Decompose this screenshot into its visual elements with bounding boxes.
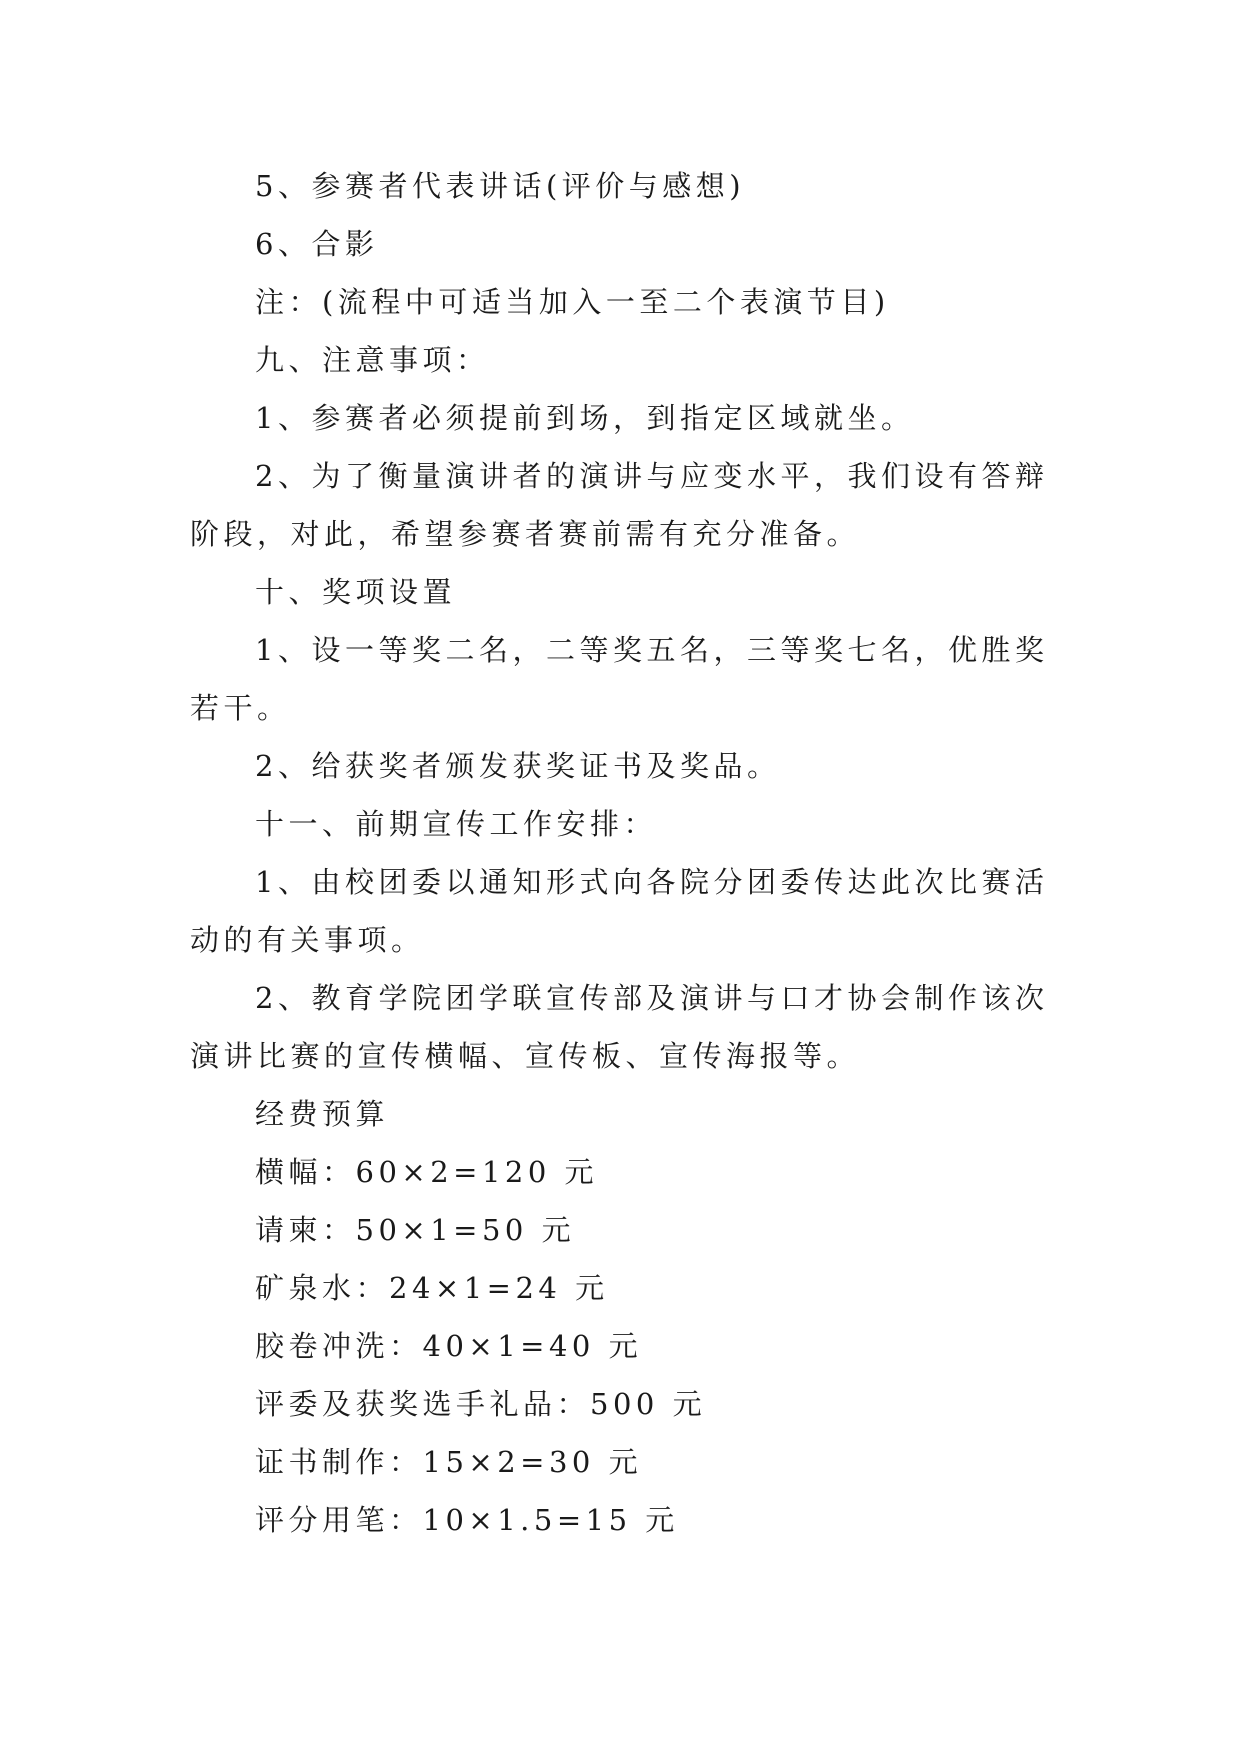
document-body (190, 157, 1056, 1549)
paragraph-qa-stage: 2、为了衡量演讲者的演讲与应变水平，我们设有答辩阶段，对此，希望参赛者赛前需有充分准备。 (190, 459, 1049, 551)
budget-item-pens: 评分用笔：10×1.5=15 元 (255, 1503, 679, 1537)
paragraph-note-performances: 注：(流程中可适当加入一至二个表演节目) (255, 285, 890, 319)
heading-precautions: 九、注意事项： (255, 343, 490, 377)
heading-awards: 十、奖项设置 (255, 575, 457, 609)
budget-item-invitation: 请柬：50×1=50 元 (255, 1213, 576, 1247)
budget-item-gifts: 评委及获奖选手礼品：500 元 (255, 1387, 707, 1421)
budget-item-water: 矿泉水：24×1=24 元 (255, 1271, 609, 1305)
budget-item-banner: 横幅：60×2=120 元 (255, 1155, 599, 1189)
paragraph-award-counts: 1、设一等奖二名，二等奖五名，三等奖七名，优胜奖若干。 (190, 633, 1049, 725)
paragraph-notice: 1、由校团委以通知形式向各院分团委传达此次比赛活动的有关事项。 (190, 865, 1049, 957)
paragraph-speech-by-representative: 5、参赛者代表讲话(评价与感想) (255, 169, 746, 203)
heading-publicity: 十一、前期宣传工作安排： (255, 807, 658, 841)
paragraph-group-photo: 6、合影 (255, 227, 379, 261)
paragraph-publicity-materials: 2、教育学院团学联宣传部及演讲与口才协会制作该次演讲比赛的宣传横幅、宣传板、宣传海报等。 (190, 981, 1049, 1073)
budget-item-film: 胶卷冲洗：40×1=40 元 (255, 1329, 643, 1363)
budget-item-certificates: 证书制作：15×2=30 元 (255, 1445, 643, 1479)
paragraph-certificates: 2、给获奖者颁发获奖证书及奖品。 (255, 749, 781, 783)
paragraph-arrive-early: 1、参赛者必须提前到场，到指定区域就坐。 (255, 401, 915, 435)
heading-budget: 经费预算 (255, 1097, 390, 1131)
